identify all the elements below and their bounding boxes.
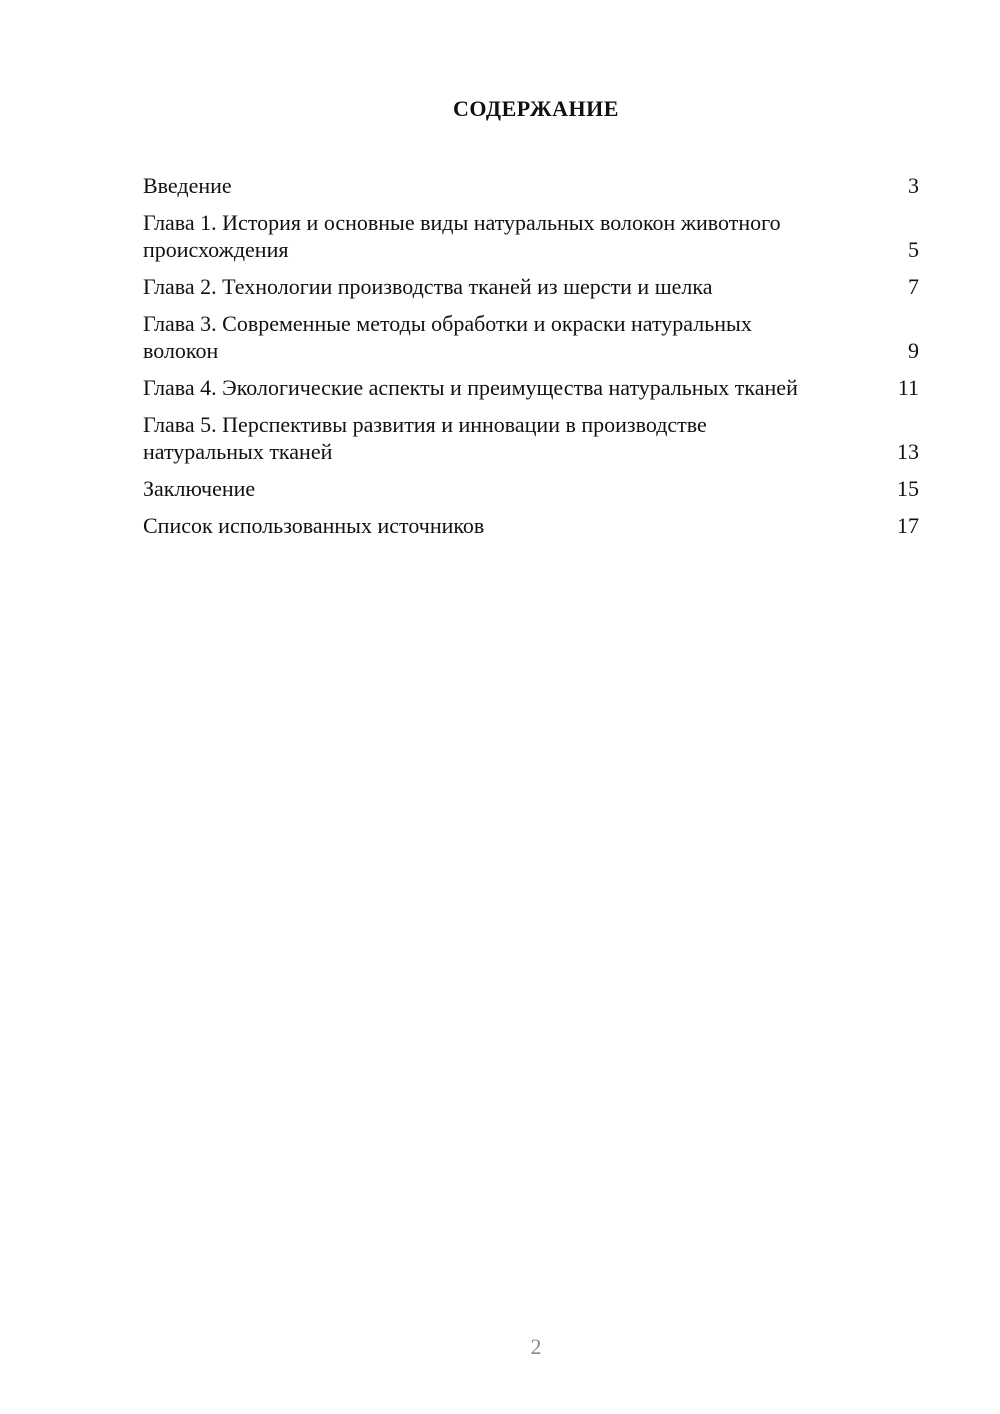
toc-entry-title: Глава 4. Экологические аспекты и преимущества натуральных тканей <box>143 375 798 400</box>
page-number: 2 <box>530 1334 542 1359</box>
toc-entry-title: Глава 5. Перспективы развития и инновации в производстве натуральных тканей <box>143 412 707 464</box>
toc-entry-page: 7 <box>908 274 919 299</box>
toc-entry-title: Глава 1. История и основные виды натуральных волокон животного происхождения <box>143 210 781 262</box>
toc-entry-introduction <box>143 172 919 199</box>
toc-entry-chapter-3 <box>143 310 919 364</box>
toc-entry-chapter-1 <box>143 209 919 263</box>
toc-entry-page: 11 <box>897 375 919 400</box>
toc-entry-page: 5 <box>908 237 919 262</box>
toc-entry-title: Список использованных источников <box>143 513 485 538</box>
toc-entry-page: 3 <box>908 173 919 198</box>
toc-entry-chapter-4 <box>143 374 919 401</box>
toc-entry-page: 15 <box>897 476 919 501</box>
toc-entry-title: Заключение <box>143 476 256 501</box>
toc-entry-conclusion <box>143 475 919 502</box>
page-title: СОДЕРЖАНИЕ <box>453 96 619 121</box>
toc-entry-page: 9 <box>908 338 919 363</box>
table-of-contents <box>143 172 919 549</box>
toc-entry-page: 13 <box>897 439 919 464</box>
toc-entry-page: 17 <box>897 513 919 538</box>
toc-entry-references <box>143 512 919 539</box>
toc-entry-title: Глава 2. Технологии производства тканей из шерсти и шелка <box>143 274 713 299</box>
toc-entry-chapter-2 <box>143 273 919 300</box>
toc-entry-chapter-5 <box>143 411 919 465</box>
toc-entry-title: Введение <box>143 173 232 198</box>
toc-entry-title: Глава 3. Современные методы обработки и окраски натуральных волокон <box>143 311 752 363</box>
